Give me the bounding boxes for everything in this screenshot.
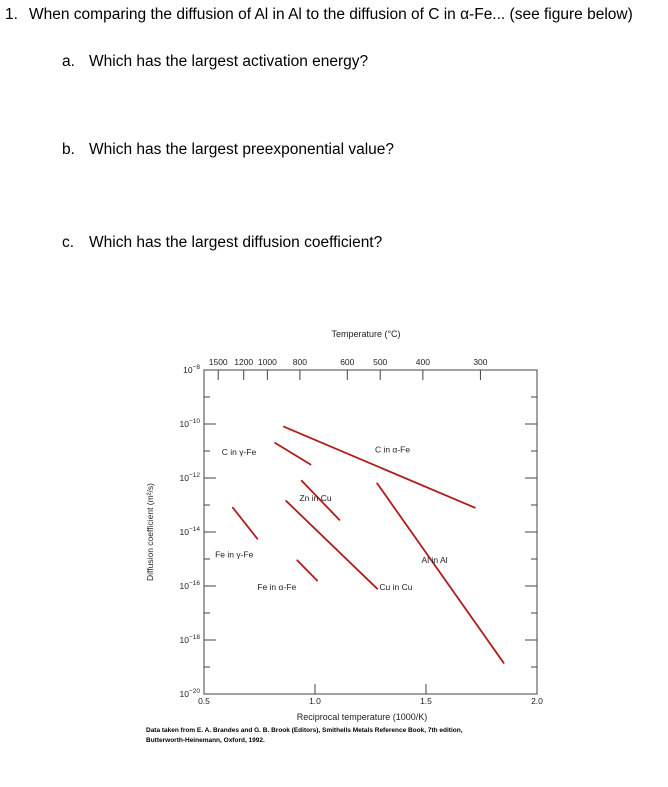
x-tick-label: 2.0 (531, 696, 543, 706)
top-tick-label: 1200 (234, 357, 254, 367)
y-tick-label: $10^{-8}$ (183, 364, 200, 375)
diffusion-chart (0, 320, 668, 725)
top-axis-label: Temperature (°C) (331, 329, 401, 339)
question-part-c (62, 234, 382, 252)
x-tick-label: 0.5 (198, 696, 210, 706)
top-tick-label: 500 (373, 357, 388, 367)
series-label: Fe in α-Fe (257, 582, 297, 593)
credit-line-2: Butterworth-Heinemann, Oxford, 1992. (146, 736, 265, 744)
series-label: Al in Al (421, 555, 448, 566)
top-tick-label: 1000 (257, 357, 277, 367)
x-tick-label: 1.5 (420, 696, 432, 706)
x-axis (198, 684, 543, 706)
series-line (233, 508, 257, 539)
top-tick-label: 1500 (208, 357, 228, 367)
series-line (286, 501, 377, 589)
question-part-b (62, 141, 394, 159)
part-letter: b. (62, 141, 75, 158)
y-tick-label: $10^{-18}$ (179, 634, 200, 645)
figure-credit (146, 726, 526, 745)
plot-frame (204, 370, 537, 694)
question-text: When comparing the diffusion of Al in Al to the diffusion of C in α-Fe... (see figure below) (29, 6, 633, 23)
y-axis-label: Diffusion coefficient (m²/s) (145, 483, 155, 581)
x-tick-label: 1.0 (309, 696, 321, 706)
series-label: Fe in γ-Fe (215, 549, 254, 560)
series-label: C in γ-Fe (221, 447, 257, 458)
series-label: Cu in Cu (379, 582, 413, 593)
part-text: Which has the largest activation energy? (89, 53, 369, 70)
x-axis-label: Reciprocal temperature (1000/K) (296, 712, 428, 722)
part-text: Which has the largest preexponential value? (89, 141, 395, 158)
series-labels (215, 444, 448, 592)
top-axis-ticks (209, 357, 488, 380)
credit-line-1: Data taken from E. A. Brandes and G. B. Brook (Editors), Smithells Metals Reference Book, 7th edition, (146, 727, 463, 734)
part-text: Which has the largest diffusion coefficient? (89, 234, 383, 251)
series-line (297, 560, 317, 580)
question-part-a (62, 53, 368, 71)
top-tick-label: 400 (415, 357, 430, 367)
y-tick-label: $10^{-20}$ (179, 688, 200, 699)
y-axis (180, 364, 538, 699)
y-tick-label: $10^{-14}$ (179, 526, 200, 537)
series-line (275, 443, 311, 465)
series-label: C in α-Fe (374, 444, 411, 455)
top-tick-label: 300 (473, 357, 488, 367)
series-line (377, 483, 504, 663)
y-tick-label: $10^{-16}$ (179, 580, 200, 591)
part-letter: a. (62, 53, 75, 70)
question-number: 1. (5, 6, 18, 23)
series-lines (233, 427, 504, 663)
part-letter: c. (62, 234, 75, 251)
y-tick-label: $10^{-10}$ (179, 418, 200, 429)
top-tick-label: 800 (292, 357, 307, 367)
y-tick-label: $10^{-12}$ (179, 472, 200, 483)
top-tick-label: 600 (340, 357, 355, 367)
question-title (5, 6, 633, 24)
series-label: Zn in Cu (299, 492, 332, 503)
